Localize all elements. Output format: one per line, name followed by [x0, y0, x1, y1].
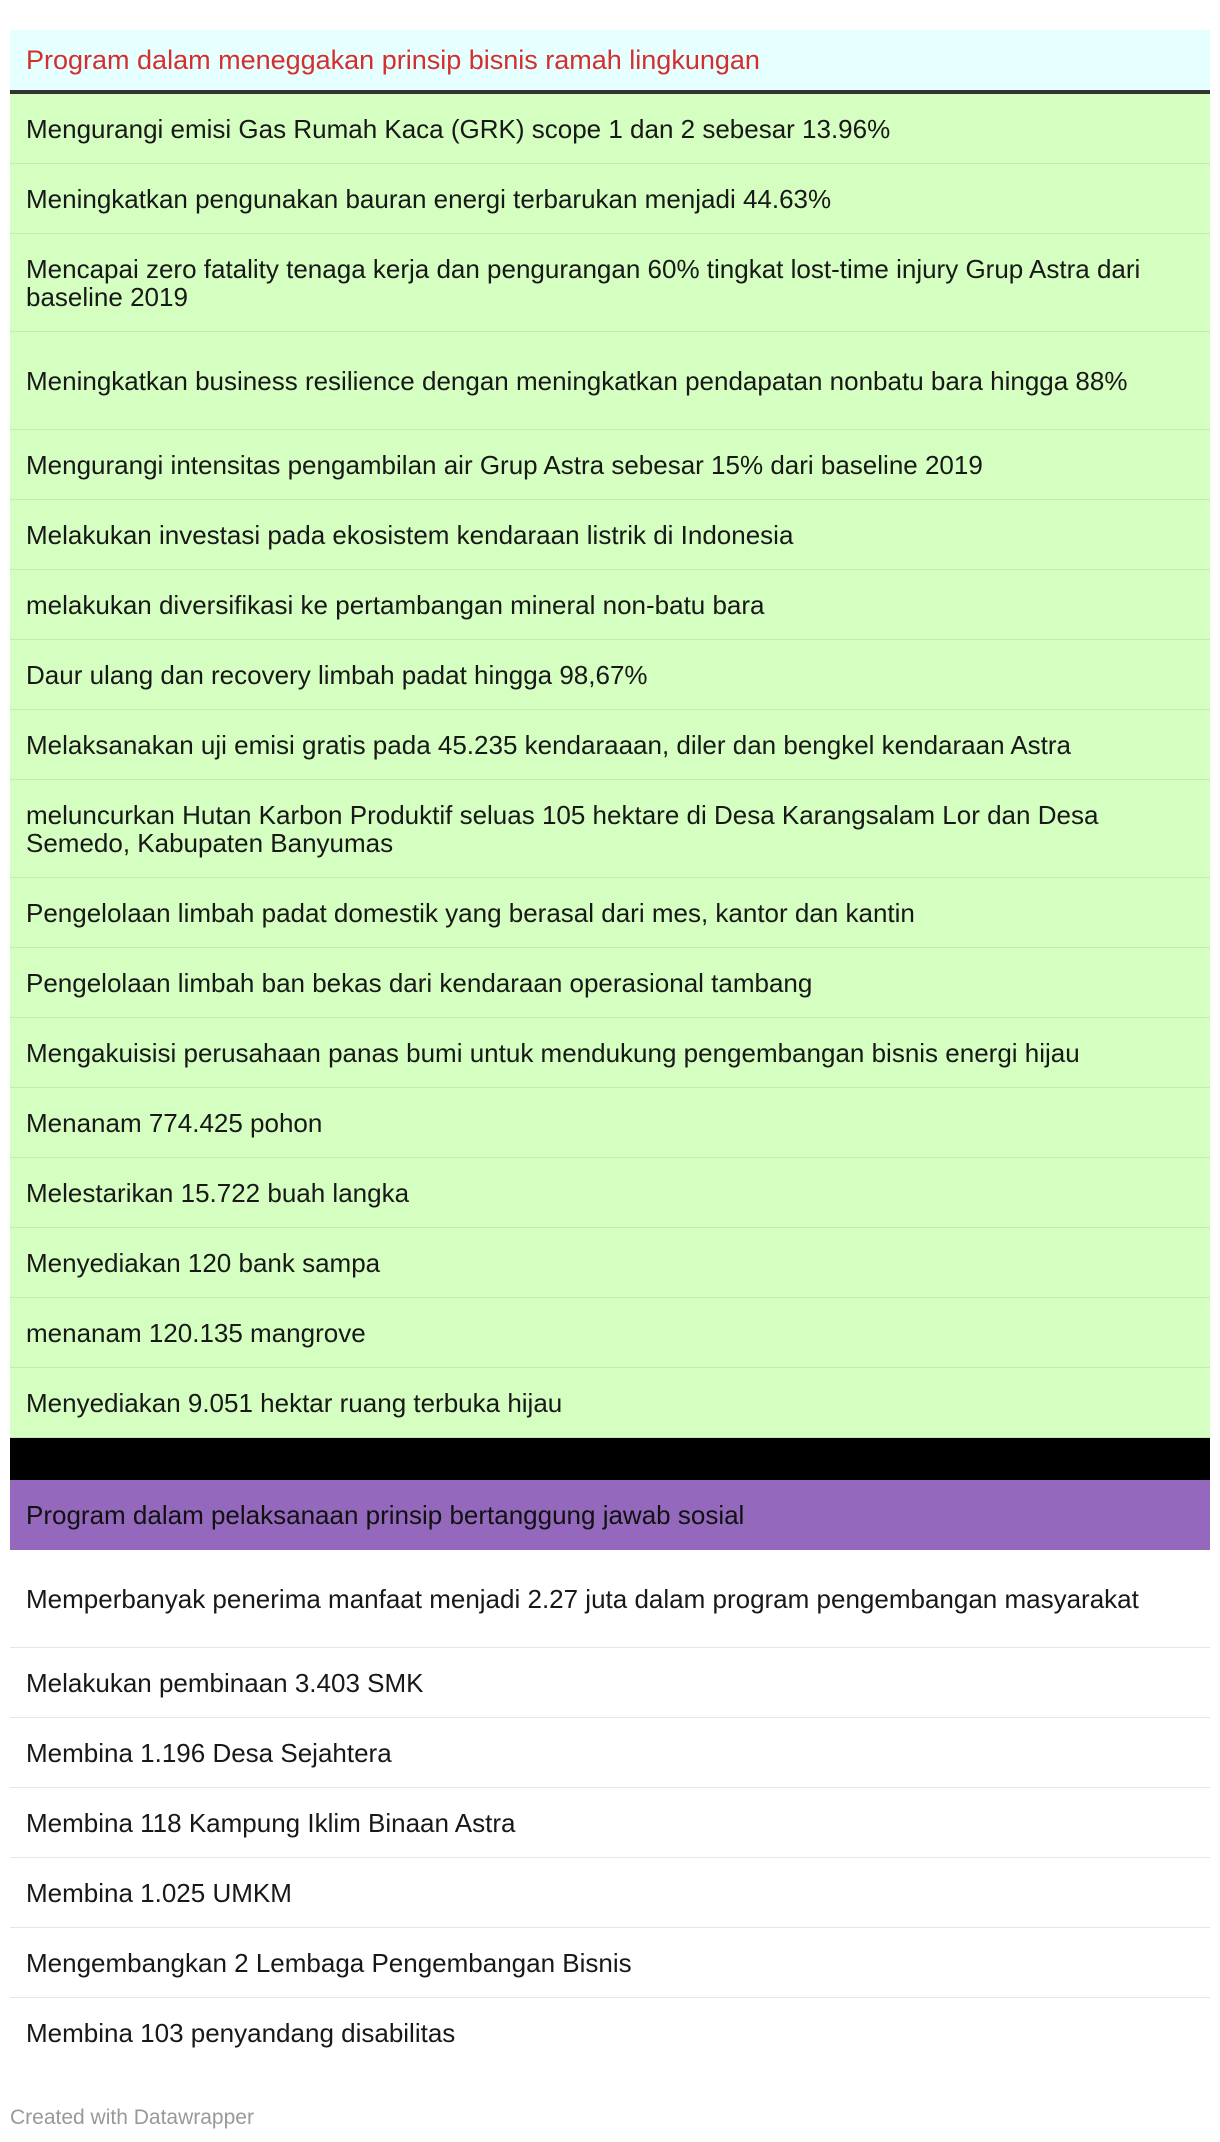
table-row: Melakukan pembinaan 3.403 SMK — [10, 1648, 1210, 1718]
table-row: Daur ulang dan recovery limbah padat hingga 98,67% — [10, 640, 1210, 710]
table-row: Mengurangi emisi Gas Rumah Kaca (GRK) scope 1 dan 2 sebesar 13.96% — [10, 94, 1210, 164]
table-row: Membina 1.025 UMKM — [10, 1858, 1210, 1928]
table-row: Meningkatkan business resilience dengan meningkatkan pendapatan nonbatu bara hingga 88% — [10, 332, 1210, 430]
section-separator — [10, 1438, 1210, 1480]
table-row: Melakukan investasi pada ekosistem kendaraan listrik di Indonesia — [10, 500, 1210, 570]
table-row: Memperbanyak penerima manfaat menjadi 2.27 juta dalam program pengembangan masyarakat — [10, 1550, 1210, 1648]
table-row: melakukan diversifikasi ke pertambangan mineral non-batu bara — [10, 570, 1210, 640]
table-row: Menyediakan 9.051 hektar ruang terbuka hijau — [10, 1368, 1210, 1438]
environment-header: Program dalam meneggakan prinsip bisnis ramah lingkungan — [10, 30, 1210, 94]
table-row: Melestarikan 15.722 buah langka — [10, 1158, 1210, 1228]
table-row: Membina 118 Kampung Iklim Binaan Astra — [10, 1788, 1210, 1858]
table-row: Menyediakan 120 bank sampa — [10, 1228, 1210, 1298]
table-row: Mencapai zero fatality tenaga kerja dan pengurangan 60% tingkat lost-time injury Grup Astra dari baseline 2019 — [10, 234, 1210, 332]
table-row: menanam 120.135 mangrove — [10, 1298, 1210, 1368]
table-row: Pengelolaan limbah padat domestik yang berasal dari mes, kantor dan kantin — [10, 878, 1210, 948]
table-row: Membina 1.196 Desa Sejahtera — [10, 1718, 1210, 1788]
table-row: Menanam 774.425 pohon — [10, 1088, 1210, 1158]
table-row: Membina 103 penyandang disabilitas — [10, 1998, 1210, 2068]
table-row: Meningkatkan pengunakan bauran energi terbarukan menjadi 44.63% — [10, 164, 1210, 234]
social-header: Program dalam pelaksanaan prinsip bertanggung jawab sosial — [10, 1480, 1210, 1550]
table-row: Mengakuisisi perusahaan panas bumi untuk mendukung pengembangan bisnis energi hijau — [10, 1018, 1210, 1088]
table-row: Mengembangkan 2 Lembaga Pengembangan Bisnis — [10, 1928, 1210, 1998]
table-row: Melaksanakan uji emisi gratis pada 45.235 kendaraaan, diler dan bengkel kendaraan Astra — [10, 710, 1210, 780]
datawrapper-credit[interactable]: Created with Datawrapper — [10, 2106, 254, 2129]
program-table — [10, 30, 1210, 2068]
table-row: Mengurangi intensitas pengambilan air Grup Astra sebesar 15% dari baseline 2019 — [10, 430, 1210, 500]
table-row: Pengelolaan limbah ban bekas dari kendaraan operasional tambang — [10, 948, 1210, 1018]
table-row: meluncurkan Hutan Karbon Produktif seluas 105 hektare di Desa Karangsalam Lor dan Desa Semedo, Kabupaten Banyumas — [10, 780, 1210, 878]
